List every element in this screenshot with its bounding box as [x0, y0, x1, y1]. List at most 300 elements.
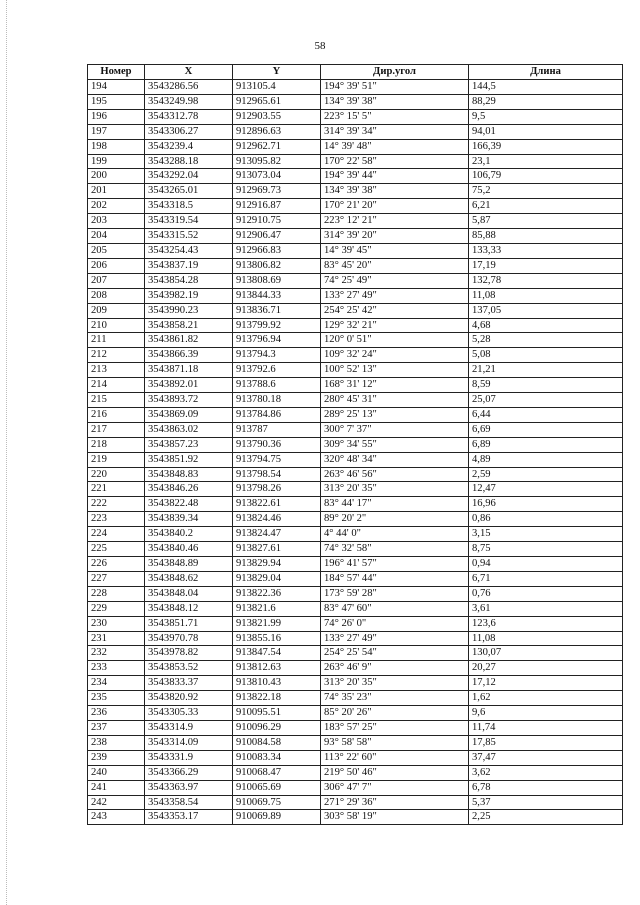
cell-number: 234 — [88, 676, 145, 691]
cell-direction-angle: 74° 25' 49" — [321, 273, 469, 288]
cell-direction-angle: 254° 25' 54" — [321, 646, 469, 661]
cell-number: 204 — [88, 229, 145, 244]
cell-y: 910069.75 — [233, 795, 321, 810]
table-row — [88, 512, 623, 527]
cell-y: 913799.92 — [233, 318, 321, 333]
cell-number: 229 — [88, 601, 145, 616]
table-row — [88, 542, 623, 557]
cell-x: 3543319.54 — [145, 214, 233, 229]
cell-number: 203 — [88, 214, 145, 229]
table-row — [88, 94, 623, 109]
cell-direction-angle: 113° 22' 60" — [321, 750, 469, 765]
cell-number: 222 — [88, 497, 145, 512]
cell-y: 913780.18 — [233, 393, 321, 408]
cell-x: 3543839.34 — [145, 512, 233, 527]
cell-direction-angle: 280° 45' 31" — [321, 393, 469, 408]
cell-direction-angle: 263° 46' 9" — [321, 661, 469, 676]
cell-y: 913847.54 — [233, 646, 321, 661]
cell-direction-angle: 219° 50' 46" — [321, 765, 469, 780]
cell-number: 227 — [88, 571, 145, 586]
cell-x: 3543851.71 — [145, 616, 233, 631]
cell-y: 910095.51 — [233, 706, 321, 721]
cell-x: 3543848.04 — [145, 586, 233, 601]
cell-number: 202 — [88, 199, 145, 214]
cell-number: 214 — [88, 378, 145, 393]
cell-y: 913794.3 — [233, 348, 321, 363]
cell-x: 3543851.92 — [145, 452, 233, 467]
cell-x: 3543353.17 — [145, 810, 233, 825]
cell-y: 913792.6 — [233, 363, 321, 378]
cell-direction-angle: 83° 45' 20" — [321, 258, 469, 273]
table-row — [88, 795, 623, 810]
cell-y: 913073.04 — [233, 169, 321, 184]
cell-y: 912965.61 — [233, 94, 321, 109]
header-x: X — [145, 65, 233, 80]
cell-y: 913824.47 — [233, 527, 321, 542]
cell-length: 16,96 — [469, 497, 623, 512]
cell-number: 212 — [88, 348, 145, 363]
cell-direction-angle: 289° 25' 13" — [321, 407, 469, 422]
cell-x: 3543358.54 — [145, 795, 233, 810]
table-row — [88, 616, 623, 631]
cell-number: 238 — [88, 735, 145, 750]
cell-y: 910068.47 — [233, 765, 321, 780]
cell-y: 912916.87 — [233, 199, 321, 214]
cell-length: 25,07 — [469, 393, 623, 408]
cell-x: 3543318.5 — [145, 199, 233, 214]
cell-y: 913821.6 — [233, 601, 321, 616]
cell-x: 3543970.78 — [145, 631, 233, 646]
cell-x: 3543990.23 — [145, 303, 233, 318]
cell-length: 5,37 — [469, 795, 623, 810]
table-row — [88, 676, 623, 691]
cell-number: 233 — [88, 661, 145, 676]
table-row — [88, 586, 623, 601]
cell-length: 11,08 — [469, 288, 623, 303]
cell-direction-angle: 133° 27' 49" — [321, 631, 469, 646]
cell-number: 217 — [88, 422, 145, 437]
cell-x: 3543288.18 — [145, 154, 233, 169]
cell-number: 196 — [88, 109, 145, 124]
cell-x: 3543306.27 — [145, 124, 233, 139]
cell-number: 228 — [88, 586, 145, 601]
table-row — [88, 348, 623, 363]
table-row — [88, 482, 623, 497]
cell-direction-angle: 303° 58' 19" — [321, 810, 469, 825]
cell-direction-angle: 254° 25' 42" — [321, 303, 469, 318]
table-row — [88, 393, 623, 408]
cell-length: 23,1 — [469, 154, 623, 169]
cell-y: 913806.82 — [233, 258, 321, 273]
cell-length: 4,68 — [469, 318, 623, 333]
cell-length: 9,6 — [469, 706, 623, 721]
cell-y: 912966.83 — [233, 243, 321, 258]
page-number: 58 — [314, 40, 326, 52]
cell-y: 912903.55 — [233, 109, 321, 124]
cell-y: 912910.75 — [233, 214, 321, 229]
table-row — [88, 631, 623, 646]
table-row — [88, 780, 623, 795]
cell-number: 211 — [88, 333, 145, 348]
table-row — [88, 124, 623, 139]
table-row — [88, 199, 623, 214]
cell-direction-angle: 93° 58' 58" — [321, 735, 469, 750]
cell-x: 3543249.98 — [145, 94, 233, 109]
cell-number: 237 — [88, 720, 145, 735]
table-row — [88, 154, 623, 169]
cell-number: 200 — [88, 169, 145, 184]
cell-direction-angle: 306° 47' 7" — [321, 780, 469, 795]
cell-direction-angle: 74° 32' 58" — [321, 542, 469, 557]
table-row — [88, 318, 623, 333]
cell-x: 3543305.33 — [145, 706, 233, 721]
table-row — [88, 169, 623, 184]
table-row — [88, 273, 623, 288]
cell-x: 3543840.46 — [145, 542, 233, 557]
cell-direction-angle: 100° 52' 13" — [321, 363, 469, 378]
cell-direction-angle: 320° 48' 34" — [321, 452, 469, 467]
cell-y: 913095.82 — [233, 154, 321, 169]
cell-number: 224 — [88, 527, 145, 542]
cell-length: 9,5 — [469, 109, 623, 124]
coordinates-table — [87, 64, 623, 825]
cell-y: 913824.46 — [233, 512, 321, 527]
cell-direction-angle: 168° 31' 12" — [321, 378, 469, 393]
cell-x: 3543861.82 — [145, 333, 233, 348]
table-row — [88, 139, 623, 154]
cell-x: 3543863.02 — [145, 422, 233, 437]
cell-x: 3543848.62 — [145, 571, 233, 586]
cell-y: 910069.89 — [233, 810, 321, 825]
cell-length: 132,78 — [469, 273, 623, 288]
cell-y: 913105.4 — [233, 80, 321, 95]
cell-y: 913798.26 — [233, 482, 321, 497]
cell-number: 221 — [88, 482, 145, 497]
cell-x: 3543846.26 — [145, 482, 233, 497]
cell-length: 0,94 — [469, 557, 623, 572]
cell-y: 913822.61 — [233, 497, 321, 512]
cell-y: 910096.29 — [233, 720, 321, 735]
table-row — [88, 527, 623, 542]
table-row — [88, 407, 623, 422]
cell-length: 137,05 — [469, 303, 623, 318]
cell-x: 3543837.19 — [145, 258, 233, 273]
cell-number: 209 — [88, 303, 145, 318]
table-row — [88, 184, 623, 199]
cell-direction-angle: 109° 32' 24" — [321, 348, 469, 363]
cell-y: 912906.47 — [233, 229, 321, 244]
cell-length: 2,59 — [469, 467, 623, 482]
header-number: Номер — [88, 65, 145, 80]
table-row — [88, 378, 623, 393]
cell-length: 6,69 — [469, 422, 623, 437]
cell-length: 94,01 — [469, 124, 623, 139]
cell-direction-angle: 309° 34' 55" — [321, 437, 469, 452]
cell-number: 241 — [88, 780, 145, 795]
cell-number: 243 — [88, 810, 145, 825]
cell-number: 195 — [88, 94, 145, 109]
cell-length: 1,62 — [469, 691, 623, 706]
cell-y: 912969.73 — [233, 184, 321, 199]
cell-x: 3543286.56 — [145, 80, 233, 95]
cell-length: 133,33 — [469, 243, 623, 258]
cell-x: 3543871.18 — [145, 363, 233, 378]
cell-y: 913784.86 — [233, 407, 321, 422]
cell-length: 8,75 — [469, 542, 623, 557]
cell-x: 3543312.78 — [145, 109, 233, 124]
cell-y: 913836.71 — [233, 303, 321, 318]
cell-number: 219 — [88, 452, 145, 467]
cell-length: 8,59 — [469, 378, 623, 393]
cell-number: 239 — [88, 750, 145, 765]
cell-number: 215 — [88, 393, 145, 408]
cell-number: 199 — [88, 154, 145, 169]
cell-length: 0,86 — [469, 512, 623, 527]
table-row — [88, 243, 623, 258]
cell-x: 3543820.92 — [145, 691, 233, 706]
cell-x: 3543978.82 — [145, 646, 233, 661]
cell-length: 6,44 — [469, 407, 623, 422]
cell-direction-angle: 129° 32' 21" — [321, 318, 469, 333]
cell-number: 223 — [88, 512, 145, 527]
cell-direction-angle: 83° 47' 60" — [321, 601, 469, 616]
cell-length: 144,5 — [469, 80, 623, 95]
cell-x: 3543363.97 — [145, 780, 233, 795]
cell-direction-angle: 313° 20' 35" — [321, 676, 469, 691]
cell-number: 207 — [88, 273, 145, 288]
cell-length: 6,78 — [469, 780, 623, 795]
cell-direction-angle: 74° 35' 23" — [321, 691, 469, 706]
cell-direction-angle: 223° 12' 21" — [321, 214, 469, 229]
cell-length: 106,79 — [469, 169, 623, 184]
cell-x: 3543239.4 — [145, 139, 233, 154]
cell-length: 130,07 — [469, 646, 623, 661]
cell-y: 913822.36 — [233, 586, 321, 601]
cell-x: 3543315.52 — [145, 229, 233, 244]
cell-length: 11,08 — [469, 631, 623, 646]
cell-y: 913788.6 — [233, 378, 321, 393]
cell-x: 3543893.72 — [145, 393, 233, 408]
cell-number: 220 — [88, 467, 145, 482]
cell-y: 913829.04 — [233, 571, 321, 586]
cell-x: 3543822.48 — [145, 497, 233, 512]
cell-y: 912962.71 — [233, 139, 321, 154]
cell-length: 75,2 — [469, 184, 623, 199]
cell-y: 913812.63 — [233, 661, 321, 676]
cell-length: 37,47 — [469, 750, 623, 765]
cell-direction-angle: 85° 20' 26" — [321, 706, 469, 721]
table-row — [88, 646, 623, 661]
cell-number: 197 — [88, 124, 145, 139]
cell-y: 913810.43 — [233, 676, 321, 691]
cell-number: 240 — [88, 765, 145, 780]
cell-number: 210 — [88, 318, 145, 333]
table-row — [88, 452, 623, 467]
cell-y: 913855.16 — [233, 631, 321, 646]
cell-number: 206 — [88, 258, 145, 273]
cell-direction-angle: 183° 57' 25" — [321, 720, 469, 735]
table-header-row — [88, 65, 623, 80]
table-row — [88, 601, 623, 616]
table-row — [88, 810, 623, 825]
cell-direction-angle: 314° 39' 20" — [321, 229, 469, 244]
cell-x: 3543314.09 — [145, 735, 233, 750]
cell-length: 6,71 — [469, 571, 623, 586]
cell-direction-angle: 313° 20' 35" — [321, 482, 469, 497]
cell-length: 3,61 — [469, 601, 623, 616]
table-row — [88, 333, 623, 348]
cell-x: 3543854.28 — [145, 273, 233, 288]
cell-number: 216 — [88, 407, 145, 422]
cell-length: 3,62 — [469, 765, 623, 780]
cell-x: 3543265.01 — [145, 184, 233, 199]
cell-number: 218 — [88, 437, 145, 452]
cell-direction-angle: 263° 46' 56" — [321, 467, 469, 482]
cell-x: 3543331.9 — [145, 750, 233, 765]
cell-y: 912896.63 — [233, 124, 321, 139]
cell-x: 3543314.9 — [145, 720, 233, 735]
cell-length: 17,12 — [469, 676, 623, 691]
cell-number: 201 — [88, 184, 145, 199]
cell-y: 910065.69 — [233, 780, 321, 795]
table-row — [88, 288, 623, 303]
cell-length: 6,89 — [469, 437, 623, 452]
cell-x: 3543848.83 — [145, 467, 233, 482]
cell-number: 208 — [88, 288, 145, 303]
cell-direction-angle: 184° 57' 44" — [321, 571, 469, 586]
cell-length: 5,08 — [469, 348, 623, 363]
cell-number: 230 — [88, 616, 145, 631]
cell-y: 913827.61 — [233, 542, 321, 557]
table-row — [88, 303, 623, 318]
cell-length: 3,15 — [469, 527, 623, 542]
cell-length: 4,89 — [469, 452, 623, 467]
table-row — [88, 735, 623, 750]
cell-x: 3543866.39 — [145, 348, 233, 363]
cell-direction-angle: 83° 44' 17" — [321, 497, 469, 512]
cell-direction-angle: 170° 21' 20" — [321, 199, 469, 214]
cell-number: 213 — [88, 363, 145, 378]
cell-direction-angle: 133° 27' 49" — [321, 288, 469, 303]
cell-direction-angle: 14° 39' 48" — [321, 139, 469, 154]
table-row — [88, 258, 623, 273]
cell-direction-angle: 194° 39' 51" — [321, 80, 469, 95]
cell-y: 913790.36 — [233, 437, 321, 452]
cell-length: 21,21 — [469, 363, 623, 378]
cell-length: 85,88 — [469, 229, 623, 244]
cell-length: 17,85 — [469, 735, 623, 750]
cell-number: 235 — [88, 691, 145, 706]
cell-length: 2,25 — [469, 810, 623, 825]
cell-length: 5,28 — [469, 333, 623, 348]
cell-y: 913796.94 — [233, 333, 321, 348]
cell-length: 12,47 — [469, 482, 623, 497]
cell-direction-angle: 223° 15' 5" — [321, 109, 469, 124]
cell-direction-angle: 134° 39' 38" — [321, 94, 469, 109]
cell-direction-angle: 314° 39' 34" — [321, 124, 469, 139]
table-row — [88, 661, 623, 676]
table-row — [88, 363, 623, 378]
cell-y: 910084.58 — [233, 735, 321, 750]
table-row — [88, 571, 623, 586]
cell-direction-angle: 271° 29' 36" — [321, 795, 469, 810]
cell-number: 225 — [88, 542, 145, 557]
cell-y: 913808.69 — [233, 273, 321, 288]
table-row — [88, 750, 623, 765]
cell-x: 3543982.19 — [145, 288, 233, 303]
cell-direction-angle: 173° 59' 28" — [321, 586, 469, 601]
cell-length: 0,76 — [469, 586, 623, 601]
table-row — [88, 706, 623, 721]
cell-direction-angle: 196° 41' 57" — [321, 557, 469, 572]
page-binding-edge — [6, 0, 7, 905]
cell-x: 3543292.04 — [145, 169, 233, 184]
cell-x: 3543892.01 — [145, 378, 233, 393]
table-row — [88, 497, 623, 512]
cell-y: 913829.94 — [233, 557, 321, 572]
cell-direction-angle: 120° 0' 51" — [321, 333, 469, 348]
cell-direction-angle: 74° 26' 0" — [321, 616, 469, 631]
cell-y: 913844.33 — [233, 288, 321, 303]
cell-direction-angle: 170° 22' 58" — [321, 154, 469, 169]
cell-y: 910083.34 — [233, 750, 321, 765]
table-row — [88, 109, 623, 124]
table-row — [88, 557, 623, 572]
table-row — [88, 467, 623, 482]
table-row — [88, 80, 623, 95]
cell-x: 3543857.23 — [145, 437, 233, 452]
table-row — [88, 214, 623, 229]
cell-number: 236 — [88, 706, 145, 721]
cell-direction-angle: 14° 39' 45" — [321, 243, 469, 258]
cell-length: 20,27 — [469, 661, 623, 676]
cell-number: 198 — [88, 139, 145, 154]
table-row — [88, 422, 623, 437]
cell-direction-angle: 300° 7' 37" — [321, 422, 469, 437]
header-direction-angle: Дир.угол — [321, 65, 469, 80]
cell-length: 166,39 — [469, 139, 623, 154]
cell-length: 17,19 — [469, 258, 623, 273]
cell-number: 226 — [88, 557, 145, 572]
cell-x: 3543366.29 — [145, 765, 233, 780]
cell-number: 231 — [88, 631, 145, 646]
cell-y: 913822.18 — [233, 691, 321, 706]
table-row — [88, 229, 623, 244]
cell-x: 3543254.43 — [145, 243, 233, 258]
cell-number: 194 — [88, 80, 145, 95]
table-row — [88, 437, 623, 452]
cell-length: 88,29 — [469, 94, 623, 109]
cell-x: 3543833.37 — [145, 676, 233, 691]
cell-x: 3543853.52 — [145, 661, 233, 676]
cell-x: 3543848.89 — [145, 557, 233, 572]
header-y: Y — [233, 65, 321, 80]
cell-y: 913787 — [233, 422, 321, 437]
cell-direction-angle: 134° 39' 38" — [321, 184, 469, 199]
cell-length: 11,74 — [469, 720, 623, 735]
table-row — [88, 765, 623, 780]
cell-y: 913794.75 — [233, 452, 321, 467]
cell-length: 5,87 — [469, 214, 623, 229]
cell-x: 3543848.12 — [145, 601, 233, 616]
cell-y: 913821.99 — [233, 616, 321, 631]
cell-length: 6,21 — [469, 199, 623, 214]
table-body — [88, 80, 623, 825]
cell-number: 242 — [88, 795, 145, 810]
cell-length: 123,6 — [469, 616, 623, 631]
header-length: Длина — [469, 65, 623, 80]
cell-number: 205 — [88, 243, 145, 258]
